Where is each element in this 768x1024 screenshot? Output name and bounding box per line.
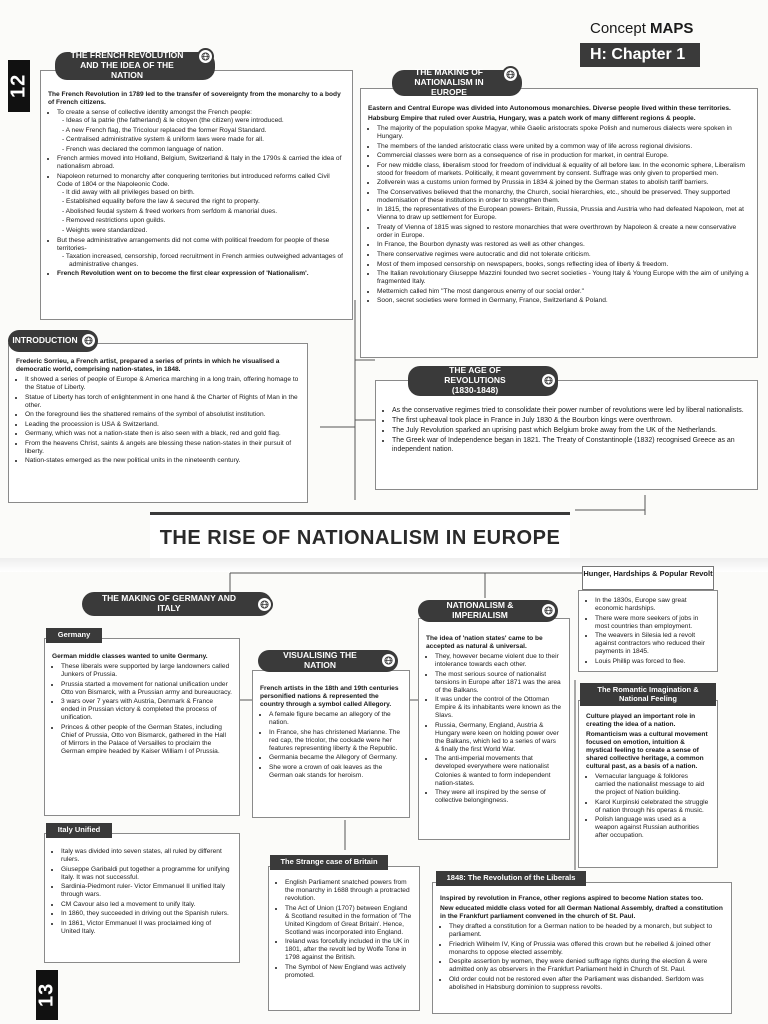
liberals-item: • Old order could not be restored even after the Parliament was disbanded. Serfdom was abolished in Habsburg dominion to suppress revolts. — [449, 976, 724, 992]
liberal-item: • In 1815, the representatives of the European powers- Britain, Russia, Prussia and Austria who had defeated Napoleon, met at Vienna to draw up settlement for Europe. — [377, 206, 750, 222]
liberal-p1: Eastern and Central Europe was divided into Autonomous monarchies. Diverse people lived within these territories. — [368, 105, 731, 112]
visualising-item: • She wore a crown of oak leaves as the German oak stands for heroism. — [269, 764, 402, 780]
visualising-item: • Germania became the Allegory of Germany. — [269, 754, 402, 762]
globe-icon — [540, 372, 557, 389]
french-napoleon-item: - Removed restrictions upon guilds. — [69, 217, 345, 225]
liberals-item: • Friedrich Wilhelm IV, King of Prussia was offered this crown but he rebelled & joined other monarchs to oppose elected assembly. — [449, 941, 724, 957]
globe-icon — [540, 602, 557, 619]
intro-item: • Statue of Liberty has torch of enlightenment in one hand & the Charter of Rights of Man in the other. — [25, 394, 300, 410]
imperialism-title: NATIONALISM & IMPERIALISM — [418, 600, 558, 622]
italy-item: • In 1861, Victor Emmanuel II was proclaimed king of United Italy. — [61, 920, 232, 936]
britain-item: • Ireland was forcefully included in the UK in 1801, after the revolt led by Wolfe Tone in 1798 against the British. — [285, 938, 412, 962]
intro-item: • On the foreground lies the shattered remains of the symbol of absolutist institution. — [25, 411, 300, 419]
intro-item: • Germany, which was not a nation-state then is also seen with a black, red and gold flag. — [25, 430, 300, 438]
britain-item: • The Act of Union (1707) between England & Scotland resulted in the formation of 'The United Kingdom of Great Britain'. Hence, Scotland was incorporated into England. — [285, 905, 412, 937]
french-napoleon-item: - Established equality before the law & secured the right to property. — [69, 198, 345, 206]
french-napoleon-item: - Abolished feudal system & freed workers from serfdom & manorial dues. — [69, 208, 345, 216]
page-number-12: 12 — [8, 60, 30, 112]
chapter-badge: H: Chapter 1 — [580, 43, 700, 67]
liberal-item: • Metternich called him "The most dangerous enemy of our social order." — [377, 288, 750, 296]
intro-item: • From the heavens Christ, saints & angels are blessing these nation-states in their pursuit of liberty. — [25, 440, 300, 456]
imperialism-item: • Russia, Germany, England, Austria & Hungary were keen on holding power over the Balkans, which led to a series of wars & finally the first World War. — [435, 722, 562, 754]
liberal-item: • There conservative regimes were autocratic and did not tolerate criticism. — [377, 251, 750, 259]
britain-tab: The Strange case of Britain — [270, 855, 388, 870]
germany-item: • 3 wars over 7 years with Austria, Denmark & France ended in Prussian victory & completed the process of unification. — [61, 698, 232, 722]
french-last: • French Revolution went on to become the first clear expression of 'Nationalism'. — [57, 270, 345, 278]
maps-label: MAPS — [650, 20, 694, 37]
imperialism-item: • The anti-imperial movements that developed everywhere were nationalist Colonies & wanted to form independent nation-states. — [435, 755, 562, 787]
concept-label: Concept — [590, 20, 646, 37]
french-revolution-box — [40, 70, 353, 320]
liberal-item: • In France, the Bourbon dynasty was restored as well as other changes. — [377, 241, 750, 249]
french-sense: To create a sense of collective identity amongst the French people: — [57, 109, 252, 117]
globe-icon — [80, 332, 97, 349]
liberal-item: • Soon, secret societies were formed in Germany, France, Switzerland & Poland. — [377, 297, 750, 305]
liberals-lead2: New educated middle class voted for all German National Assembly, drafted a constitution in the Frankfurt parliament convened in the church of St. Paul. — [440, 905, 723, 921]
age-of-revolutions-box — [375, 380, 758, 490]
liberals-1848-box — [432, 882, 732, 1014]
revolutions-title-text: THE AGE OF REVOLUTIONS — [444, 365, 506, 386]
visualising-item: • A female figure became an allegory of the nation. — [269, 711, 402, 727]
italy-item: • Giuseppe Garibaldi put together a programme for unifying Italy. It was not successful. — [61, 866, 232, 882]
romantic-box — [578, 700, 718, 868]
britain-item: • English Parliament snatched powers from the monarchy in 1688 through a protracted revolution. — [285, 879, 412, 903]
hunger-item: • In the 1830s, Europe saw great economic hardships. — [595, 597, 710, 613]
liberal-item: • Commercial classes were born as a consequence of rise in production for market, in central Europe. — [377, 152, 750, 160]
revolutions-years: (1830-1848) — [451, 384, 499, 395]
romantic-item: • Vernacular language & folklores carried the nationalist message to aid the project of Nation building. — [595, 773, 710, 797]
french-but-item: - Taxation increased, censorship, forced recruitment in French armies outweighed advantages of administrative changes. — [69, 253, 345, 269]
italy-item: • Sardinia-Piedmont ruler- Victor Emmanuel II unified Italy through wars. — [61, 883, 232, 899]
french-intro: The French Revolution in 1789 led to the transfer of sovereignty from the monarchy to a body of French citizens. — [48, 91, 341, 107]
imperialism-item: • The most serious source of nationalist tensions in Europe after 1871 was the area of the Balkans. — [435, 671, 562, 695]
germany-italy-title: THE MAKING OF GERMANY AND ITALY — [82, 592, 272, 616]
liberal-item: • The Conservatives believed that the monarchy, the Church, social hierarchies, etc., should be preserved. They supported modernisation of these institutions in order to strengthen them. — [377, 189, 750, 205]
introduction-box — [8, 343, 308, 503]
hunger-item: • The weavers in Silesia led a revolt against contractors who reduced their payments in 1845. — [595, 632, 710, 656]
revolution-item: • The July Revolution sparked an uprising past which Belgium broke away from the UK of the Netherlands. — [392, 427, 750, 436]
french-sense-item: - Ideas of la patrie (the fatherland) & le citoyen (the citizen) were introduced. — [69, 117, 345, 125]
revolution-item: • The Greek war of Independence began in 1821. The Treaty of Constantinople (1832) recognised Greece as an independent nation. — [392, 437, 750, 454]
intro-item: • Nation-states emerged as the new political units in the nineteenth century. — [25, 457, 300, 465]
french-napoleon: Napoleon returned to monarchy after conquering territories but introduced reforms called Civil Code of 1804 or the Napoleonic Code. — [57, 172, 330, 188]
imperialism-item: • It was under the control of the Ottoman Empire & its inhabitants were known as the Slavs. — [435, 696, 562, 720]
romantic-item: • Karol Kurpinski celebrated the struggle of nation through his operas & music. — [595, 799, 710, 815]
germany-box — [44, 638, 240, 816]
liberal-nationalism-box — [360, 88, 758, 358]
romantic-item: • Polish language was used as a weapon against Russian authorities after occupation. — [595, 816, 710, 840]
french-but: But these administrative arrangements did not come with political freedom for people of these territories- — [57, 236, 330, 252]
globe-icon — [256, 596, 273, 613]
liberals-lead: Inspired by revolution in France, other regions aspired to become Nation states too. — [440, 895, 704, 902]
visualising-title: VISUALISING THE NATION — [258, 650, 398, 672]
liberal-item: • For new middle class, liberalism stood for freedom of individual & equality of all before law. In the economic sphere, Liberalism stood for freedom of markets. Politically, it meant government by consent. Suffrage was only given to propertied men. — [377, 162, 750, 178]
imperialism-item: • They, however became violent due to their intolerance towards each other. — [435, 653, 562, 669]
revolution-item: • The first upheaval took place in France in July 1830 & the Bourbon kings were overthrown. — [392, 417, 750, 426]
imperialism-lead: The idea of 'nation states' came to be accepted as natural & universal. — [426, 635, 543, 651]
liberals-item: • They drafted a constitution for a German nation to be headed by a monarch, but subject to parliament. — [449, 923, 724, 939]
liberal-item: • Zollverein was a customs union formed by Prussia in 1834 & joined by the German states to abolish tariff barriers. — [377, 179, 750, 187]
french-napoleon-item: - It did away with all privileges based on birth. — [69, 189, 345, 197]
britain-item: • The Symbol of New England was actively promoted. — [285, 964, 412, 980]
concept-maps-header — [590, 20, 693, 37]
romantic-lead2: Romanticism was a cultural movement focused on emotion, intuition & mystical feeling to create a sense of shared collective heritage, a common cultural past, as a basis of a nation. — [586, 731, 708, 771]
imperialism-box — [418, 618, 570, 840]
italy-tab: Italy Unified — [46, 823, 112, 838]
romantic-lead: Culture played an important role in creating the idea of a nation. — [586, 713, 696, 729]
french-sense-item: - French was declared the common language of nation. — [69, 146, 345, 154]
main-title-banner: THE RISE OF NATIONALISM IN EUROPE — [150, 512, 570, 564]
visualising-box — [252, 670, 410, 818]
hunger-item: • Louis Phillip was forced to flee. — [595, 658, 710, 666]
liberal-nationalism-title: THE MAKING OF NATIONALISM IN EUROPE — [392, 70, 522, 96]
liberal-item: • The members of the landed aristocratic class were united by a common way of life across regional divisions. — [377, 143, 750, 151]
germany-item: • These liberals were supported by large landowners called Junkers of Prussia. — [61, 663, 232, 679]
imperialism-item: • They were all inspired by the sense of collective belongingness. — [435, 789, 562, 805]
liberals-1848-tab: 1848: The Revolution of the Liberals — [436, 871, 586, 886]
liberal-item: • The Italian revolutionary Giuseppe Mazzini founded two secret societies - Young Italy & Young Europe with the aim of unifying a fragmented Italy. — [377, 270, 750, 286]
intro-item: • Leading the procession is USA & Switzerland. — [25, 421, 300, 429]
italy-box — [44, 833, 240, 963]
visualising-item: • In France, she has christened Marianne. The red cap, the tricolor, the cockade were her features representing liberty & the Republic. — [269, 729, 402, 753]
globe-icon — [380, 652, 397, 669]
age-of-revolutions-title — [408, 366, 558, 396]
liberal-item: • Most of them imposed censorship on newspapers, books, songs reflecting idea of liberty & freedom. — [377, 261, 750, 269]
french-armies: • French armies moved into Holland, Belgium, Switzerland & Italy in the 1790s & carried the idea of nationalism abroad. — [57, 155, 345, 171]
intro-lead: Frederic Sorrieu, a French artist, prepared a series of prints in which he visualised a democratic world, comprising nation-states, in 1848. — [16, 358, 280, 374]
french-revolution-title: THE FRENCH REVOLUTION AND THE IDEA OF THE NATION — [55, 52, 215, 80]
italy-item: • Italy was divided into seven states, all ruled by different rulers. — [61, 848, 232, 864]
germany-item: • Prussia started a movement for national unification under Otto von Bismarck, with a Prussian army and bureaucracy. — [61, 681, 232, 697]
revolution-item: • As the conservative regimes tried to consolidate their power number of revolutions were led by liberal nationalists. — [392, 407, 750, 416]
germany-lead: German middle classes wanted to unite Germany. — [52, 653, 208, 660]
germany-tab: Germany — [46, 628, 102, 643]
hunger-box — [578, 590, 718, 672]
liberal-item: • The majority of the population spoke Magyar, while Gaelic aristocrats spoke Polish and numerous dialects were spoken in Hungary. — [377, 125, 750, 141]
britain-box — [268, 866, 420, 1011]
italy-item: • CM Cavour also led a movement to unify Italy. — [61, 901, 232, 909]
liberal-item: • Treaty of Vienna of 1815 was signed to restore monarchies that were overthrown by Napoleon & create a new conservative order in Europe. — [377, 224, 750, 240]
hunger-item: • There were more seekers of jobs in most countries than employment. — [595, 615, 710, 631]
visualising-lead: French artists in the 18th and 19th centuries personified nations & represented the country through a symbol called Allegory. — [260, 685, 399, 709]
french-sense-item: - Centralised administrative system & uniform laws were made for all. — [69, 136, 345, 144]
french-napoleon-item: - Weights were standardized. — [69, 227, 345, 235]
globe-icon — [197, 48, 214, 65]
germany-item: • Princes & other people of the German States, including Chief of Prussia, Otto von Bismarck, gathered in the Hall of Mirrors in the Palace of Versailles to proclaim the German empire headed by Kaiser William I of Prussia. — [61, 724, 232, 756]
liberals-item: • Despite assertion by women, they were denied suffrage rights during the election & were admitted only as observers in the Frankfurt Parliament held in Church of St. Paul. — [449, 958, 724, 974]
liberal-p2: Habsburg Empire that ruled over Austria, Hungary, was a patch work of many different regions & people. — [368, 115, 696, 123]
hunger-tab: Hunger, Hardships & Popular Revolt — [582, 566, 714, 590]
page-number-13: 13 — [36, 970, 58, 1020]
italy-item: • In 1860, they succeeded in driving out the Spanish rulers. — [61, 910, 232, 918]
french-sense-item: - A new French flag, the Tricolour replaced the former Royal Standard. — [69, 127, 345, 135]
intro-item: • It showed a series of people of Europe & America marching in a long train, offering homage to the Statue of Liberty. — [25, 376, 300, 392]
romantic-tab: The Romantic Imagination & National Feeling — [580, 683, 716, 706]
introduction-title: INTRODUCTION — [8, 330, 98, 352]
globe-icon — [502, 66, 519, 83]
